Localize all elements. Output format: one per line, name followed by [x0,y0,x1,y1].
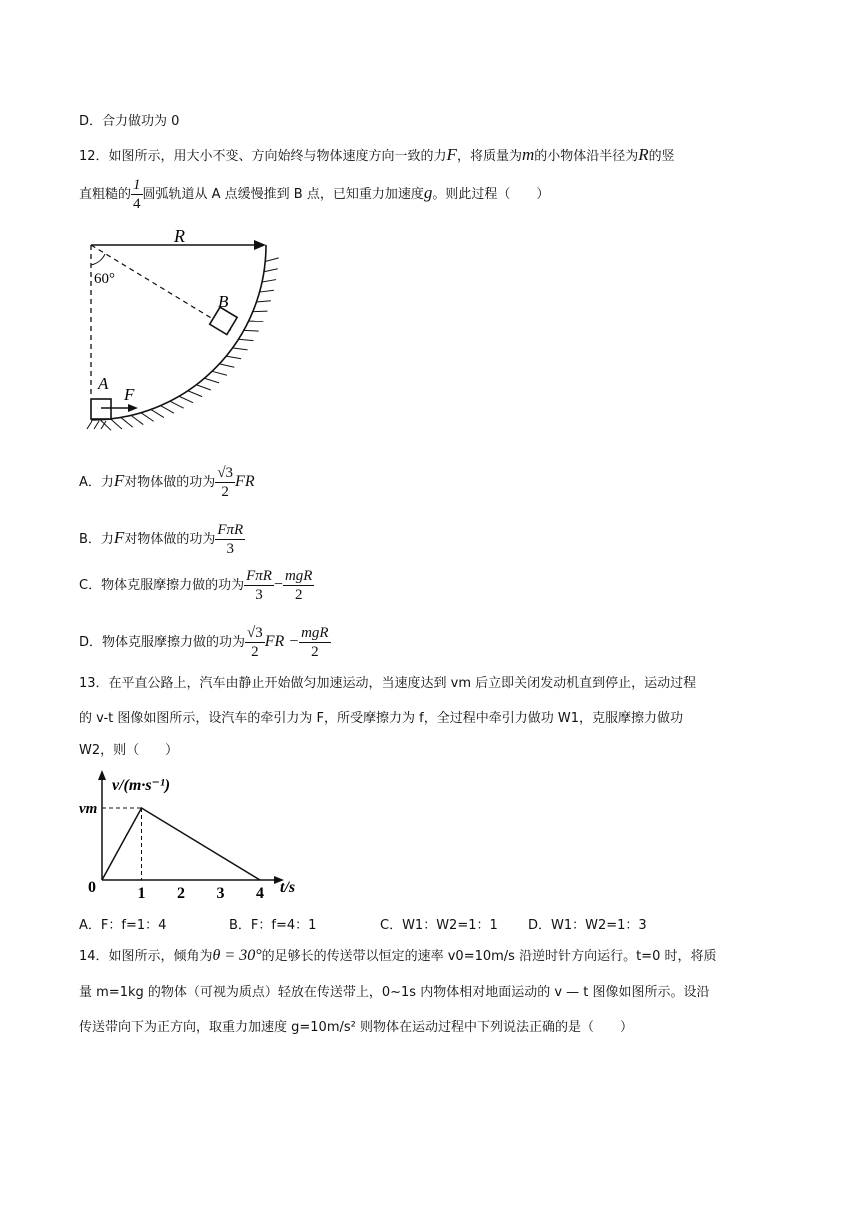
quarter-fraction: $\frac{1}{4}$ [133,177,141,212]
q14-stem-line2: 量 m=1kg 的物体（可视为质点）轻放在传送带上，0~1s 内物体相对地面运动的 v — t 图像如图所示。设沿 [79,985,710,1000]
q14-stem-line3: 传送带向下为正方向，取重力加速度 g=10m/s² 则物体在运动过程中下列说法正确的是（ ） [79,1020,633,1035]
y-axis-arrow [98,770,106,780]
x-tick-label: 1 [137,885,146,898]
force-label: F [124,385,135,404]
y-tick-vm: vm [79,801,98,817]
q13-stem-line2: 的 v-t 图像如图所示，设汽车的牵引力为 F，所受摩擦力为 f，全过程中牵引力做功 W1，克服摩擦力做功 [79,711,683,726]
q12-option-c: C．物体克服摩擦力做的功为 $\frac{\text{FπR}}{3}$ − $\frac{\text{mgR}}{2}$ [79,568,313,603]
point-a-label: A [98,374,109,393]
q12-arc-figure [86,225,286,440]
point-b-label: B [218,292,229,311]
q12-stem-line1: 12．如图所示，用大小不变、方向始终与物体速度方向一致的力F，将质量为m的小物体沿半径为R的竖 [79,145,675,164]
q13-option-a: A．F：f=1：4 [79,918,167,933]
y-axis-label: v/(m·s⁻¹) [112,777,171,794]
q13-option-d: D．W1：W2=1：3 [528,918,647,933]
x-axis-label: t/s [280,879,296,896]
q13-stem-line3: W2，则（ ） [79,743,179,758]
q13-option-c: C．W1：W2=1：1 [380,918,498,933]
q12-option-d: D．物体克服摩擦力做的功为 $\frac{√3}{2}$ FR − $\frac{\text{mgR}}{2}$ [79,625,329,660]
q13-option-b: B．F：f=4：1 [229,918,317,933]
q13-stem-line1: 13．在平直公路上，汽车由静止开始做匀加速运动，当速度达到 vm 后立即关闭发动机直到停止，运动过程 [79,676,697,691]
angle-label: 60° [94,271,115,287]
velocity-line [102,808,260,880]
origin-label: 0 [88,879,96,896]
q12-option-a: A．力F对物体做的功为 $\frac{√3}{2}$ FR [79,465,255,500]
x-tick-label: 4 [256,885,264,898]
q12-stem-line2: 直粗糙的 $\frac{1}{4}$ 圆弧轨道从 A 点缓慢推到 B 点，已知重力加速度g。则此过程（ ） [79,177,550,212]
q12-option-b: B．力F对物体做的功为 $\frac{\text{FπR}}{3}$ [79,522,244,557]
q14-stem-line1: 14．如图所示，倾角为θ = 30°的足够长的传送带以恒定的速率 v0=10m/s 沿逆时针方向运行。t=0 时，将质 [79,947,717,964]
radius-label: R [174,226,185,246]
x-tick-label: 3 [216,885,225,898]
q11-option-d: D．合力做功为 0 [79,114,180,129]
x-tick-label: 2 [177,885,185,898]
q13-vt-chart [78,768,318,898]
